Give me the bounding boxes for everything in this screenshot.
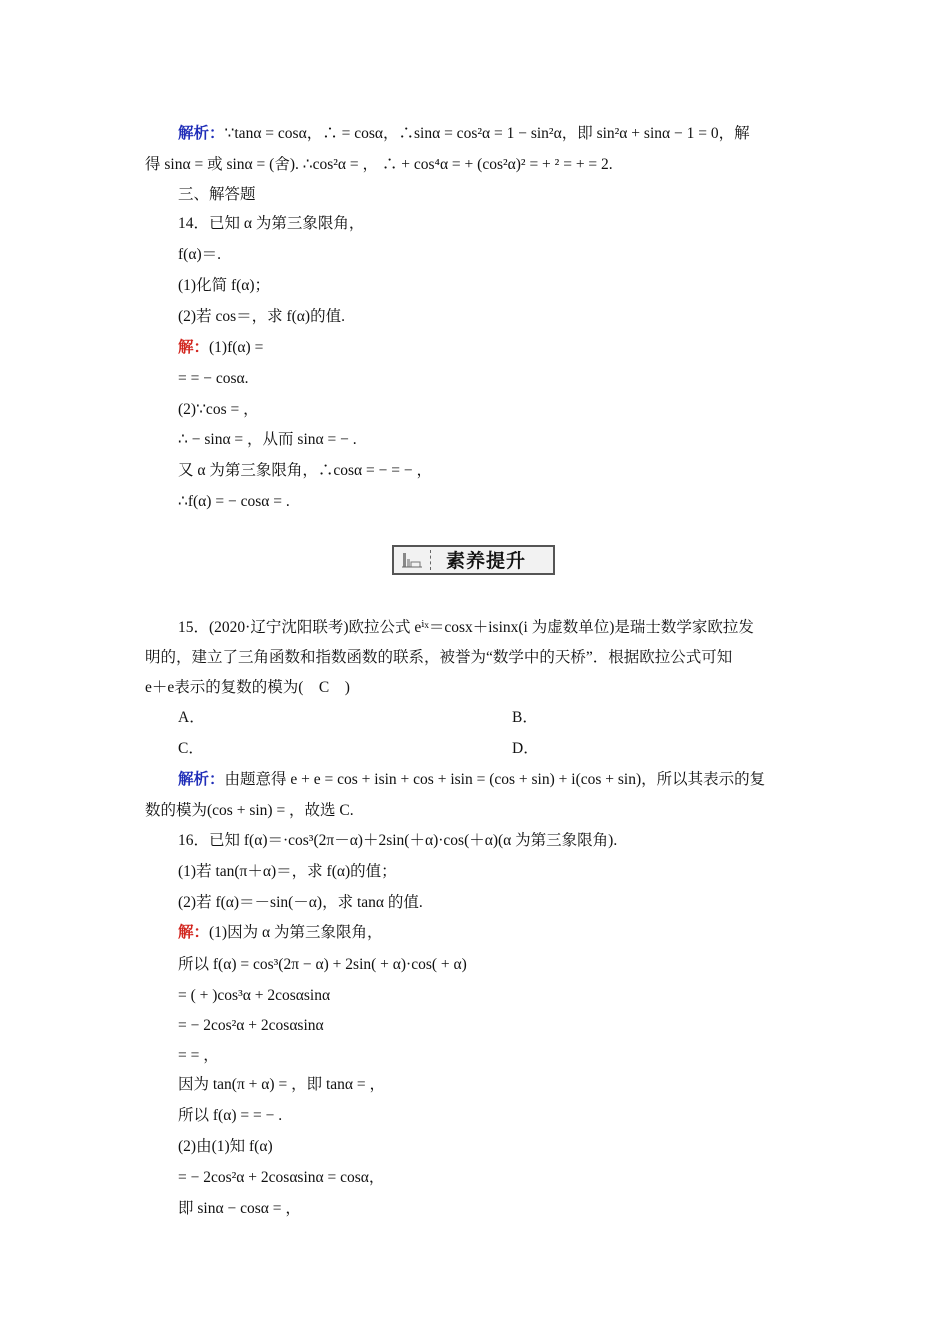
q15-line-1: 15．(2020·辽宁沈阳联考)欧拉公式 eⁱˣ＝cosx＋isinx(i 为虚数单位)是瑞士数学家欧拉发 (178, 619, 754, 636)
q14-stem: 14．已知 α 为第三象限角， (178, 215, 365, 232)
q16-solution-line-1 (178, 923, 382, 943)
q16-solution-text-1: (1)因为 α 为第三象限角， (209, 924, 383, 941)
analysis-label: 解析： (178, 125, 225, 142)
q15-option-c: C． (178, 740, 204, 757)
chart-icon (400, 550, 431, 570)
q14-solution-line-6: ∴f(α) = − cosα = . (178, 493, 290, 510)
q15-option-b: B． (512, 709, 538, 726)
q16-solution-line-8: (2)由(1)知 f(α) (178, 1138, 273, 1155)
solution-label: 解： (178, 339, 210, 356)
q16-solution-line-7: 所以 f(α) = = − . (178, 1107, 283, 1124)
q16-stem: 16．已知 f(α)＝·cos³(2π－α)＋2sin(＋α)·cos(＋α)(α 为第三象限角). (178, 832, 618, 849)
q13-analysis-line-1 (178, 124, 750, 144)
q14-function: f(α)＝. (178, 246, 221, 263)
q14-solution-line-1 (178, 338, 263, 358)
banner-title: 素养提升 (446, 550, 527, 572)
solution-label: 解： (178, 924, 210, 941)
q16-solution-line-6: 因为 tan(π + α) = ，即 tanα = ， (178, 1076, 385, 1093)
q14-solution-line-3: (2)∵cos = ， (178, 401, 259, 418)
q14-solution-text-1: (1)f(α) = (209, 339, 264, 356)
q15-line-3: e＋e表示的复数的模为( C ) (145, 679, 350, 696)
q15-analysis-line-1 (178, 770, 765, 790)
q14-part-2: (2)若 cos＝，求 f(α)的值. (178, 308, 345, 325)
section-heading: 三、解答题 (178, 186, 256, 203)
q16-part-1: (1)若 tan(π＋α)＝，求 f(α)的值； (178, 863, 397, 880)
q16-solution-line-10: 即 sinα − cosα = ， (178, 1200, 301, 1217)
q14-solution-line-4: ∴ − sinα = ，从而 sinα = − . (178, 431, 357, 448)
q15-analysis-line-2: 数的模为(cos + sin) = ，故选 C. (145, 802, 354, 819)
q14-part-1: (1)化简 f(α)； (178, 277, 271, 294)
q13-analysis-line-2: 得 sinα = 或 sinα = (舍). ∴cos²α = ， ∴ + cos⁴α = + (cos²α)² = + ² = + = 2. (145, 156, 613, 173)
q16-solution-line-3: = ( + )cos³α + 2cosαsinα (178, 987, 331, 1004)
q15-analysis-text-1: 由题意得 e + e = cos + isin + cos + isin = (cos + sin) + i(cos + sin)，所以其表示的复 (224, 771, 766, 788)
q16-solution-line-9: = − 2cos²α + 2cosαsinα = cosα， (178, 1169, 385, 1186)
q16-solution-line-2: 所以 f(α) = cos³(2π − α) + 2sin( + α)·cos( + α) (178, 956, 467, 973)
analysis-label: 解析： (178, 771, 225, 788)
q14-solution-line-2: = = − cosα. (178, 370, 249, 387)
q16-solution-line-4: = − 2cos²α + 2cosαsinα (178, 1017, 324, 1034)
q16-part-2: (2)若 f(α)＝－sin(－α)，求 tanα 的值. (178, 894, 423, 911)
q13-analysis-text-1: ∵tanα = cosα，∴ = cosα，∴sinα = cos²α = 1 − sin²α，即 sin²α + sinα − 1 = 0，解 (224, 125, 750, 142)
q15-option-d: D． (512, 740, 539, 757)
q15-line-2: 明的，建立了三角函数和指数函数的联系，被誉为“数学中的天桥”．根据欧拉公式可知 (145, 649, 733, 666)
q14-solution-line-5: 又 α 为第三象限角，∴cosα = − = − ， (178, 462, 432, 479)
section-banner (392, 545, 555, 575)
q15-option-a: A． (178, 709, 205, 726)
q16-solution-line-5: = = ， (178, 1047, 219, 1064)
